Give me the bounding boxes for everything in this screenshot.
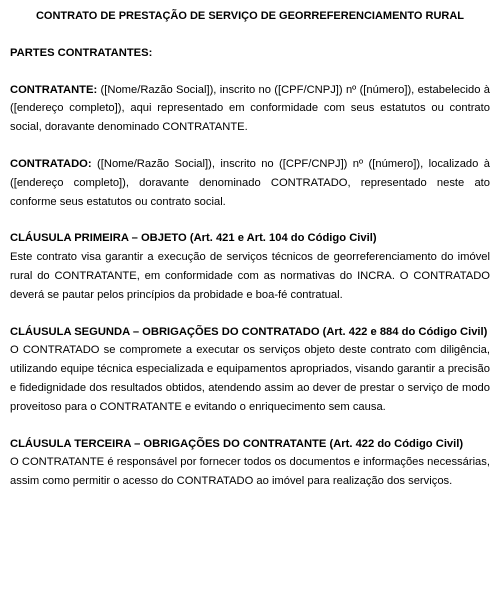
contratado-text: ([Nome/Razão Social]), inscrito no ([CPF/CNPJ]) nº ([número]), localizado à ([endereço completo]), doravante denominado CONTRATADO, representado neste ato conforme seus estatutos ou contrato social. [10,157,490,208]
clause-segunda [10,323,490,417]
clause-title: CLÁUSULA SEGUNDA – OBRIGAÇÕES DO CONTRATADO (Art. 422 e 884 do Código Civil) [10,325,488,338]
clause-body: O CONTRATANTE é responsável por fornecer todos os documentos e informações necessárias, assim como permitir o acesso do CONTRATADO ao imóvel para realização dos serviços. [10,456,490,488]
clause-title: CLÁUSULA PRIMEIRA – OBJETO (Art. 421 e Art. 104 do Código Civil) [10,232,377,245]
contratante-text: ([Nome/Razão Social]), inscrito no ([CPF/CNPJ]) nº ([número]), estabelecido à ([endereço completo]), aqui representado em conformidade com seus estatutos ou contrato social, doravante denominado CONTRATANTE. [10,83,490,134]
contratante-paragraph [10,81,490,137]
document-title: CONTRATO DE PRESTAÇÃO DE SERVIÇO DE GEORREFERENCIAMENTO RURAL [35,10,465,22]
clause-primeira [10,229,490,304]
contratante-label: CONTRATANTE: [10,83,98,96]
clause-body: Este contrato visa garantir a execução de serviços técnicos de georreferenciamento do imóvel rural do CONTRATANTE, em conformidade com as normativas do INCRA. O CONTRATADO deverá se pautar pelos princípios da probidade e boa-fé contratual. [10,251,490,301]
contratado-paragraph [10,155,490,211]
clause-title: CLÁUSULA TERCEIRA – OBRIGAÇÕES DO CONTRATANTE (Art. 422 do Código Civil) [10,437,464,450]
parties-heading: PARTES CONTRATANTES: [10,46,153,59]
contratado-label: CONTRATADO: [10,157,92,170]
clause-terceira [10,435,490,491]
clause-body: O CONTRATADO se compromete a executar os serviços objeto deste contrato com diligência, utilizando equipe técnica especializada e equipamentos apropriados, visando garantir a precisão e fidedignidade dos resultados obtidos, atendendo assim ao dever de prestar o serviço de modo proveitoso para o CONTRATANTE e evitando o enriquecimento sem causa. [10,344,490,413]
